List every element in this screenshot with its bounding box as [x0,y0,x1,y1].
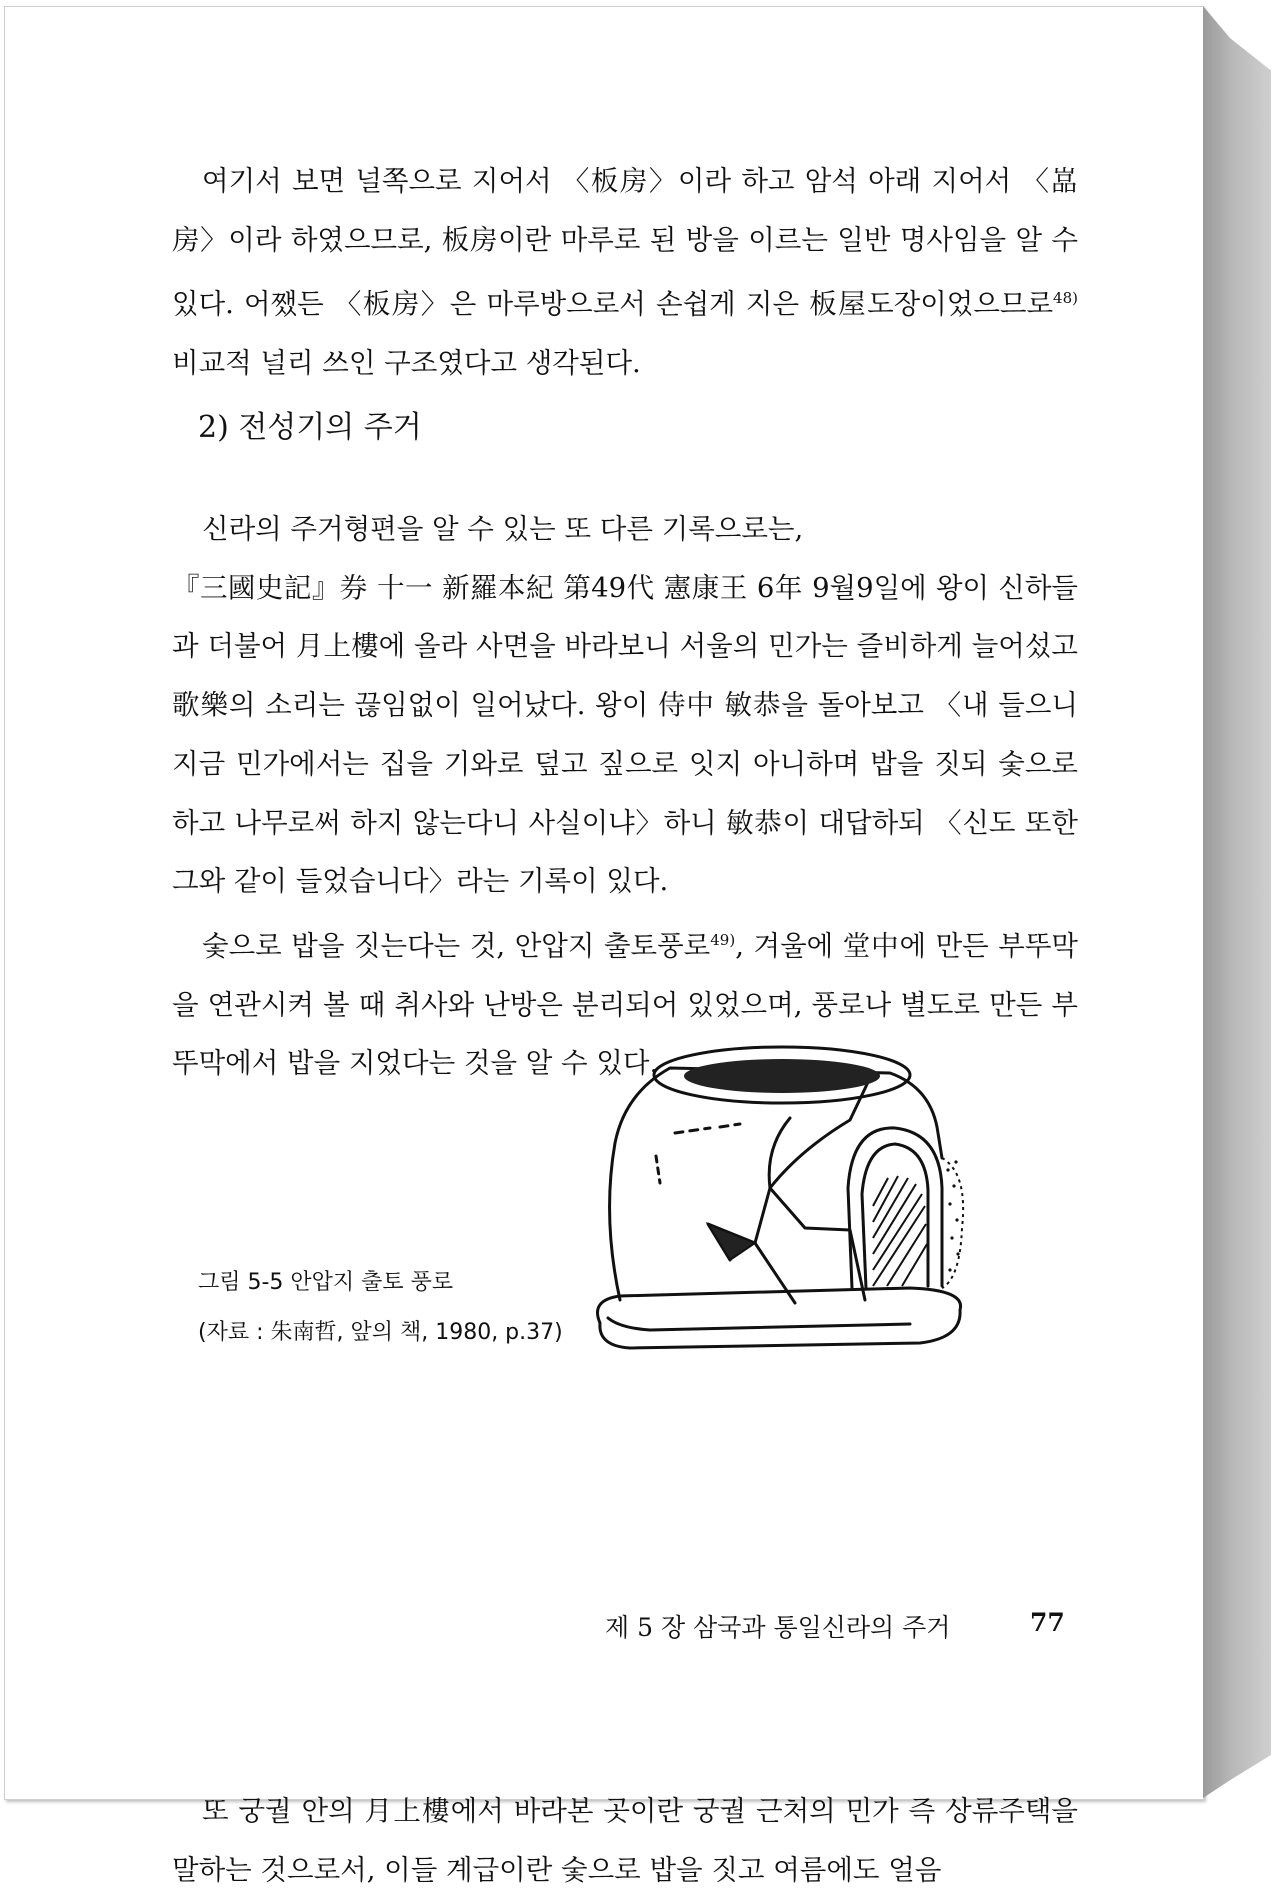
stove-opening [684,1059,880,1093]
paragraph-records-quote: 『三國史記』券 十一 新羅本紀 第49代 憲康王 6年 9월9일에 왕이 신하들과 더불어 月上樓에 올라 사면을 바라보니 서울의 민가는 즐비하게 늘어섰고 歌樂의 소리는 끊임없이 일어났다. 왕이 侍中 敏恭을 돌아보고 〈내 들으니 지금 민가에서는 집을 기와로 덮고 짚으로 잇지 아니하며 밥을 짓되 숯으로 하고 나무로써 하지 않는다니 사실이냐〉하니 敏恭이 대답하되 〈신도 또한 그와 같이 들었습니다〉라는 기록이 있다. [172,571,1078,898]
paragraph-records [172,500,1078,1093]
page-stack-edge [1203,6,1271,1798]
stove-base [598,1288,961,1348]
footnote-ref-49: 49) [710,930,736,949]
section-heading: 2) 전성기의 주거 [198,410,422,445]
paragraph-intro-tail: 비교적 널리 쓰인 구조였다고 생각된다. [172,347,641,380]
paragraph-upper-class [172,1782,1078,1899]
footnote-ref-48: 48) [1053,289,1078,308]
paragraph-upper-class-text: 또 궁궐 안의 月上樓에서 바라본 곳이란 궁궐 근처의 민가 즉 상류주택을 말하는 것으로서, 이들 계급이란 숯으로 밥을 짓고 여름에도 얼음 [172,1795,1078,1886]
paragraph-intro [172,152,1078,393]
paragraph-charcoal-tail: , 겨울에 堂中에 만든 부뚜막을 연관시켜 볼 때 취사와 난방은 분리되어 있었으며, 풍로나 별도로 만든 부뚜막에서 밥을 지었다는 것을 알 수 있다. [172,930,1078,1080]
stove-dark-shard [708,1224,755,1260]
stove-illustration [590,1038,980,1378]
page-number: 77 [1030,1608,1065,1637]
paragraph-intro-text: 여기서 보면 널쪽으로 지어서 〈板房〉이라 하고 암석 아래 지어서 〈嵓房〉이라 하였으므로, 板房이란 마루로 된 방을 이르는 일반 명사임을 알 수 있다. 어쨌든 〈板房〉은 마루방으로서 손쉽게 지은 板屋도장이었으므로 [172,165,1078,321]
paragraph-charcoal-text: 숯으로 밥을 짓는다는 것, 안압지 출토풍로 [202,930,711,963]
running-footer-chapter: 제 5 장 삼국과 통일신라의 주거 [605,1613,951,1642]
figure-caption-title: 그림 5-5 안압지 출토 풍로 [198,1270,454,1295]
figure-caption-source: (자료 : 朱南哲, 앞의 책, 1980, p.37) [198,1320,563,1345]
paragraph-records-lead: 신라의 주거형편을 알 수 있는 또 다른 기록으로는, [202,513,804,545]
